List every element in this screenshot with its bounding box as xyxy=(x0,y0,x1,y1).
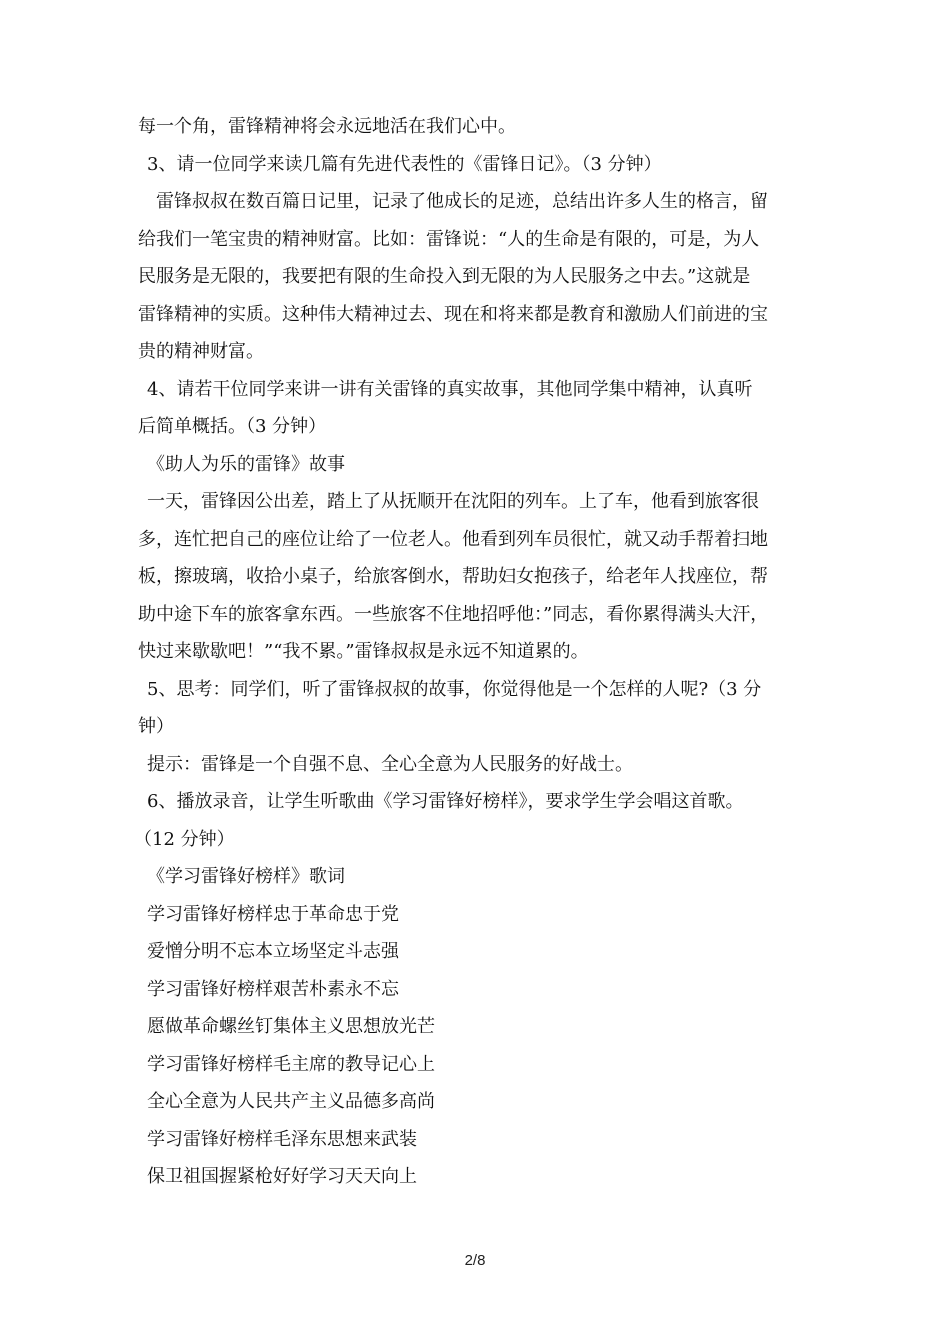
lyric-line: 爱憎分明不忘本立场坚定斗志强 xyxy=(147,941,399,962)
list-item-6: 6、播放录音，让学生听歌曲《学习雷锋好榜样》，要求学生学会唱这首歌。 xyxy=(147,791,744,812)
lyric-line: 学习雷锋好榜样毛主席的教导记心上 xyxy=(147,1053,435,1075)
text-line: 一天，雷锋因公出差，踏上了从抚顺开在沈阳的列车。上了车，他看到旅客很 xyxy=(147,491,759,512)
lyric-line: 全心全意为人民共产主义品德多高尚 xyxy=(147,1091,435,1112)
page-number: 2/8 xyxy=(464,1252,486,1269)
lyric-line: 保卫祖国握紧枪好好学习天天向上 xyxy=(147,1166,417,1187)
text-line: 板，擦玻璃，收拾小桌子，给旅客倒水，帮助妇女抱孩子，给老年人找座位，帮 xyxy=(138,566,768,587)
text-line: 钟） xyxy=(138,716,174,737)
text-line: 快过来歇歇吧！”“我不累。”雷锋叔叔是永远不知道累的。 xyxy=(138,641,589,662)
list-item-4: 4、请若干位同学来讲一讲有关雷锋的真实故事，其他同学集中精神，认真听 xyxy=(147,378,753,400)
text-line: 助中途下车的旅客拿东西。一些旅客不住地招呼他：”同志，看你累得满头大汗， xyxy=(138,603,769,625)
story-title: 《助人为乐的雷锋》故事 xyxy=(147,453,345,475)
text-line: 雷锋精神的实质。这种伟大精神过去、现在和将来都是教育和激励人们前进的宝 xyxy=(138,303,768,325)
lyrics-title: 《学习雷锋好榜样》歌词 xyxy=(147,866,345,887)
text-line: 后简单概括。（3 分钟） xyxy=(138,416,327,437)
lyric-line: 学习雷锋好榜样艰苦朴素永不忘 xyxy=(147,978,399,1000)
list-item-3: 3、请一位同学来读几篇有先进代表性的《雷锋日记》。（3 分钟） xyxy=(147,153,662,175)
text-line: 雷锋叔叔在数百篇日记里，记录了他成长的足迹，总结出许多人生的格言，留 xyxy=(156,191,768,212)
text-line: 多，连忙把自己的座位让给了一位老人。他看到列车员很忙，就又动手帮着扫地 xyxy=(138,528,768,550)
hint-line: 提示：雷锋是一个自强不息、全心全意为人民服务的好战士。 xyxy=(147,753,633,775)
text-line: 民服务是无限的，我要把有限的生命投入到无限的为人民服务之中去。”这就是 xyxy=(138,266,751,287)
lyric-line: 学习雷锋好榜样忠于革命忠于党 xyxy=(147,903,399,925)
text-line: 贵的精神财富。 xyxy=(138,341,264,362)
list-item-5: 5、思考：同学们，听了雷锋叔叔的故事，你觉得他是一个怎样的人呢?（3 分 xyxy=(147,678,762,700)
text-line: 每一个角，雷锋精神将会永远地活在我们心中。 xyxy=(138,116,516,137)
lyric-line: 学习雷锋好榜样毛泽东思想来武装 xyxy=(147,1128,417,1150)
lyric-line: 愿做革命螺丝钉集体主义思想放光芒 xyxy=(147,1016,435,1037)
document-body xyxy=(134,108,818,1196)
text-line: 给我们一笔宝贵的精神财富。比如：雷锋说：“人的生命是有限的，可是，为人 xyxy=(138,228,760,250)
text-line: （12 分钟） xyxy=(134,828,235,850)
